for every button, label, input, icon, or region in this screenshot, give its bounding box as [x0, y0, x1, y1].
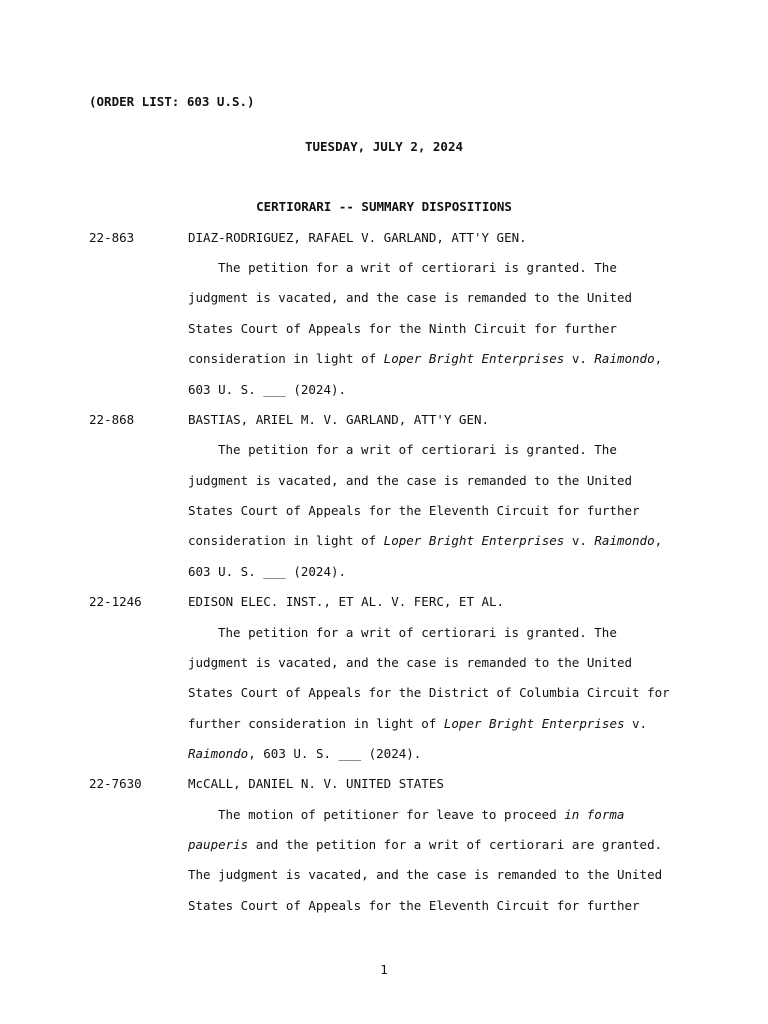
disposition-line: The petition for a writ of certiorari is granted. The: [218, 625, 617, 640]
disposition-line: The petition for a writ of certiorari is granted. The: [218, 442, 617, 457]
citation-line: Raimondo, 603 U. S. ___ (2024).: [188, 746, 422, 761]
disposition-line: judgment is vacated, and the case is remanded to the United: [188, 655, 633, 670]
docket-number: 22-7630: [89, 776, 142, 791]
case-citation-respondent: Raimondo: [594, 533, 655, 548]
disposition-line: States Court of Appeals for the Eleventh Circuit for further: [188, 898, 640, 913]
disposition-line: further consideration in light of Loper Bright Enterprises v.: [188, 716, 648, 731]
disposition-line: States Court of Appeals for the Ninth Circuit for further: [188, 321, 617, 336]
case-citation-name: Loper Bright Enterprises: [443, 716, 625, 731]
case-caption: BASTIAS, ARIEL M. V. GARLAND, ATT'Y GEN.: [188, 412, 490, 427]
order-list-heading: (ORDER LIST: 603 U.S.): [89, 94, 255, 109]
disposition-line: judgment is vacated, and the case is remanded to the United: [188, 473, 633, 488]
section-heading: CERTIORARI -- SUMMARY DISPOSITIONS: [256, 199, 512, 214]
case-citation-name: Loper Bright Enterprises: [383, 533, 565, 548]
disposition-line: States Court of Appeals for the District of Columbia Circuit for: [188, 685, 670, 700]
citation-line: 603 U. S. ___ (2024).: [188, 564, 347, 579]
case-caption: McCALL, DANIEL N. V. UNITED STATES: [188, 776, 444, 791]
case-caption: EDISON ELEC. INST., ET AL. V. FERC, ET AL.: [188, 594, 505, 609]
disposition-line: judgment is vacated, and the case is remanded to the United: [188, 290, 633, 305]
disposition-line: consideration in light of Loper Bright Enterprises v. Raimondo,: [188, 533, 663, 548]
disposition-line: States Court of Appeals for the Eleventh Circuit for further: [188, 503, 640, 518]
disposition-line: The judgment is vacated, and the case is remanded to the United: [188, 867, 663, 882]
docket-number: 22-1246: [89, 594, 142, 609]
disposition-line: The petition for a writ of certiorari is granted. The: [218, 260, 617, 275]
page-number: 1: [380, 962, 388, 977]
disposition-line: consideration in light of Loper Bright Enterprises v. Raimondo,: [188, 351, 663, 366]
order-date: TUESDAY, JULY 2, 2024: [304, 139, 464, 154]
citation-line: 603 U. S. ___ (2024).: [188, 382, 347, 397]
disposition-line: pauperis and the petition for a writ of certiorari are granted.: [188, 837, 663, 852]
docket-number: 22-863: [89, 230, 135, 245]
docket-number: 22-868: [89, 412, 135, 427]
case-citation-respondent: Raimondo: [188, 746, 249, 761]
case-citation-respondent: Raimondo: [594, 351, 655, 366]
case-citation-name: Loper Bright Enterprises: [383, 351, 565, 366]
disposition-line: The motion of petitioner for leave to proceed in forma: [218, 807, 625, 822]
case-caption: DIAZ-RODRIGUEZ, RAFAEL V. GARLAND, ATT'Y GEN.: [188, 230, 527, 245]
